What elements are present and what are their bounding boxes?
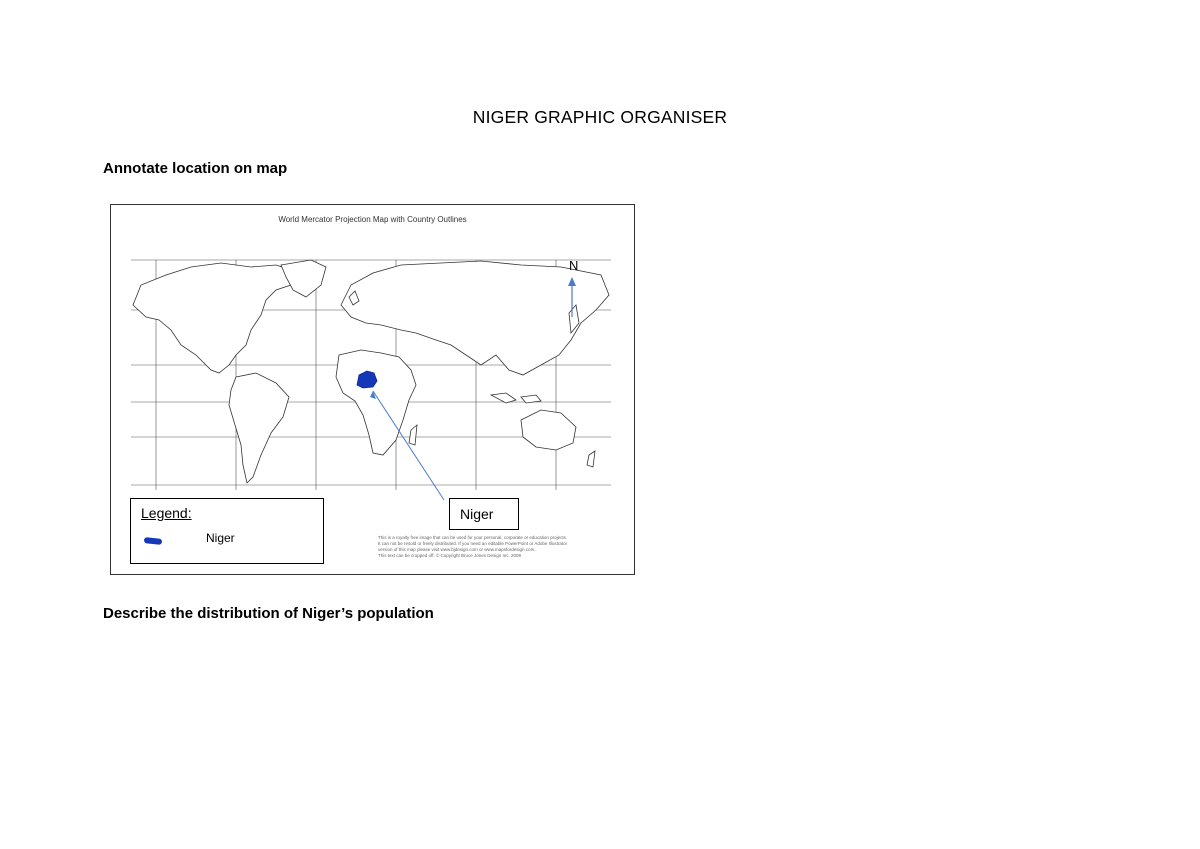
section-heading-describe: Describe the distribution of Niger’s population: [103, 605, 434, 622]
legend: [130, 498, 324, 564]
credit-line: This is a royalty free image that can be used for your personal, corporate or education projects.: [378, 535, 568, 540]
legend-label-niger: Niger: [206, 531, 235, 545]
niger-callout-label: Niger: [449, 498, 519, 530]
world-map-figure: [110, 204, 635, 575]
section-heading-annotate: Annotate location on map: [103, 160, 288, 177]
legend-title: Legend:: [141, 505, 192, 521]
continent-outlines: [133, 260, 609, 483]
map-title: World Mercator Projection Map with Country Outlines: [278, 215, 467, 224]
credit-line: It can not be resold or freely distributed. If you need an editable PowerPoint or Adobe Illustrator: [378, 541, 568, 546]
page-title: NIGER GRAPHIC ORGANISER: [472, 107, 728, 127]
map-credit-text: [378, 535, 633, 559]
credit-line: version of this map please visit www.bjdesign.com or www.mapsfordesign.com.: [378, 547, 536, 552]
legend-swatch-niger: [144, 537, 163, 545]
north-label: N: [569, 258, 579, 273]
credit-line: This text can be cropped off. © Copyright Bruce Jones Design Inc. 2009: [378, 553, 522, 558]
